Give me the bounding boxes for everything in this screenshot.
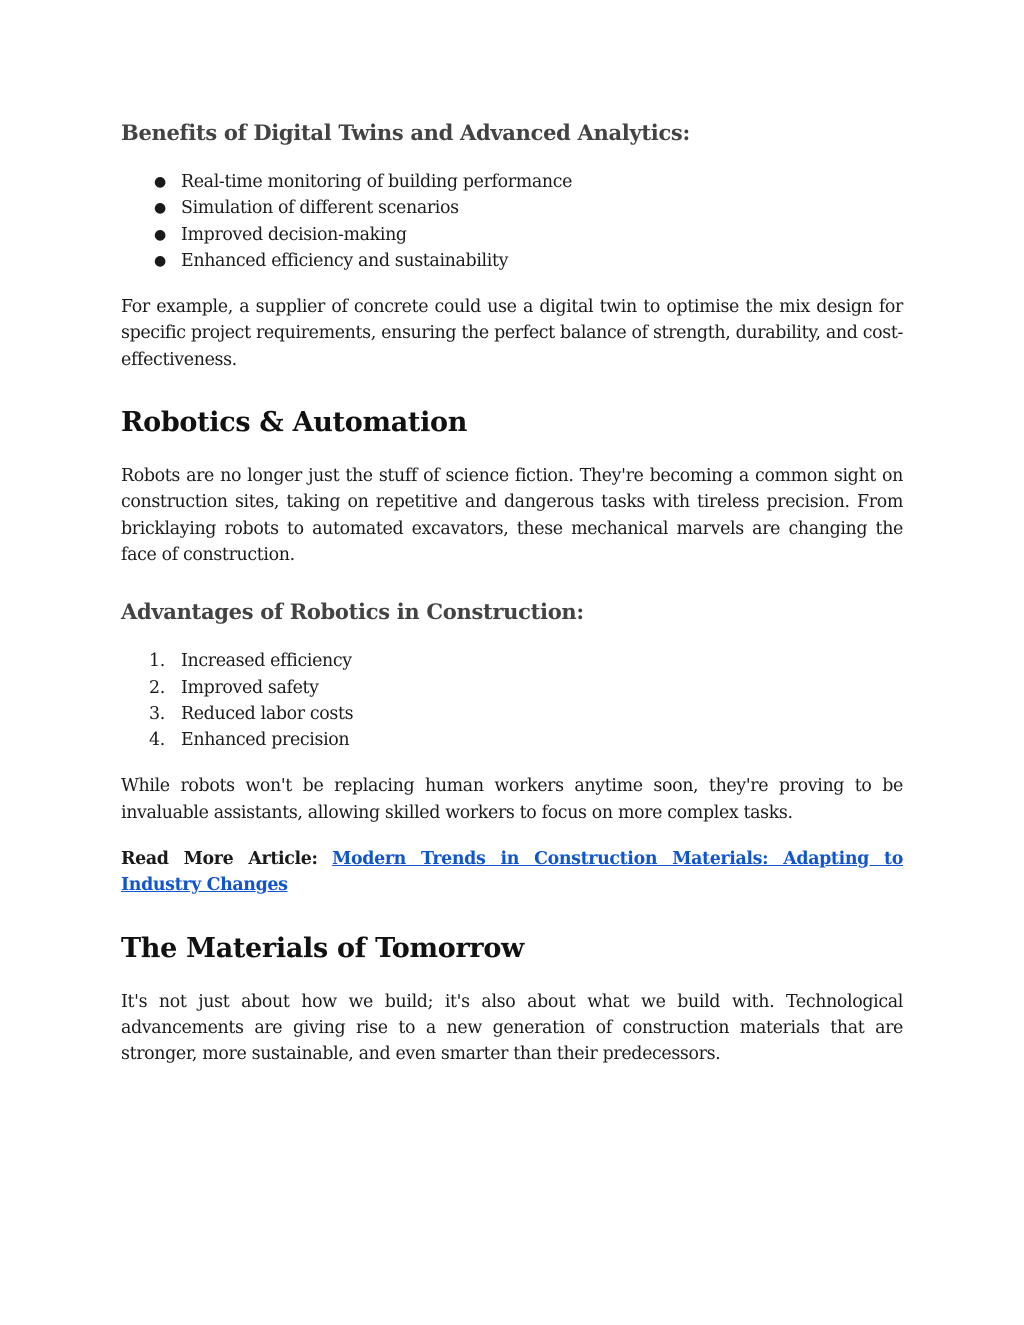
list-item	[121, 675, 903, 701]
bullet-icon: ●	[154, 252, 166, 269]
list-item-text: Real-time monitoring of building performance	[181, 172, 573, 192]
robotics-paragraph: Robots are no longer just the stuff of science fiction. They're becoming a common sight on construction sites, taking on repetitive and dangerous tasks with tireless precision. From bricklaying robots to automated excavators, these mechanical marvels are changing the face of construction.	[121, 466, 903, 565]
list-item	[121, 195, 903, 221]
bullet-icon: ●	[154, 200, 166, 217]
bullet-icon: ●	[154, 174, 166, 190]
advantages-heading: Advantages of Robotics in Construction:	[121, 599, 584, 625]
robotics-heading: Robotics & Automation	[121, 407, 468, 439]
list-item	[121, 222, 903, 248]
example-paragraph: For example, a supplier of concrete could use a digital twin to optimise the mix design for specific project requirements, ensuring the perfect balance of strength, durability, and cost-effectiveness.	[121, 297, 903, 370]
list-item-text: Improved safety	[181, 677, 319, 698]
list-item	[121, 701, 903, 727]
read-more-line	[121, 846, 903, 899]
list-item-text: Reduced labor costs	[181, 703, 354, 724]
materials-heading: The Materials of Tomorrow	[121, 932, 524, 964]
list-item-text: Enhanced efficiency and sustainability	[181, 250, 509, 271]
list-number: 1.	[149, 651, 165, 672]
list-item	[121, 648, 903, 674]
benefits-list	[121, 169, 903, 274]
list-item-text: Simulation of different scenarios	[181, 198, 459, 219]
list-number: 4.	[149, 730, 165, 751]
read-more-label: Read More Article:	[121, 849, 318, 870]
list-item	[121, 727, 903, 753]
document-page	[121, 118, 903, 1068]
bullet-icon: ●	[154, 226, 166, 243]
list-item	[121, 169, 903, 195]
list-item-text: Improved decision-making	[181, 224, 407, 245]
list-number: 3.	[149, 703, 165, 724]
robots-assistants-paragraph: While robots won't be replacing human workers anytime soon, they're proving to be invaluable assistants, allowing skilled workers to focus on more complex tasks.	[121, 776, 903, 823]
advantages-list	[121, 648, 903, 753]
list-item-text: Increased efficiency	[181, 651, 352, 672]
list-item	[121, 248, 903, 274]
benefits-heading: Benefits of Digital Twins and Advanced Analytics:	[121, 120, 690, 145]
read-more-link[interactable]: Modern Trends in Construction Materials: Adapting to Industry Changes	[121, 849, 903, 896]
materials-paragraph: It's not just about how we build; it's also about what we build with. Technological advancements are giving rise to a new generation of construction materials that are stronger, more sustainable, and even smarter than their predecessors.	[121, 991, 903, 1065]
list-item-text: Enhanced precision	[181, 730, 350, 751]
list-number: 2.	[149, 677, 165, 698]
